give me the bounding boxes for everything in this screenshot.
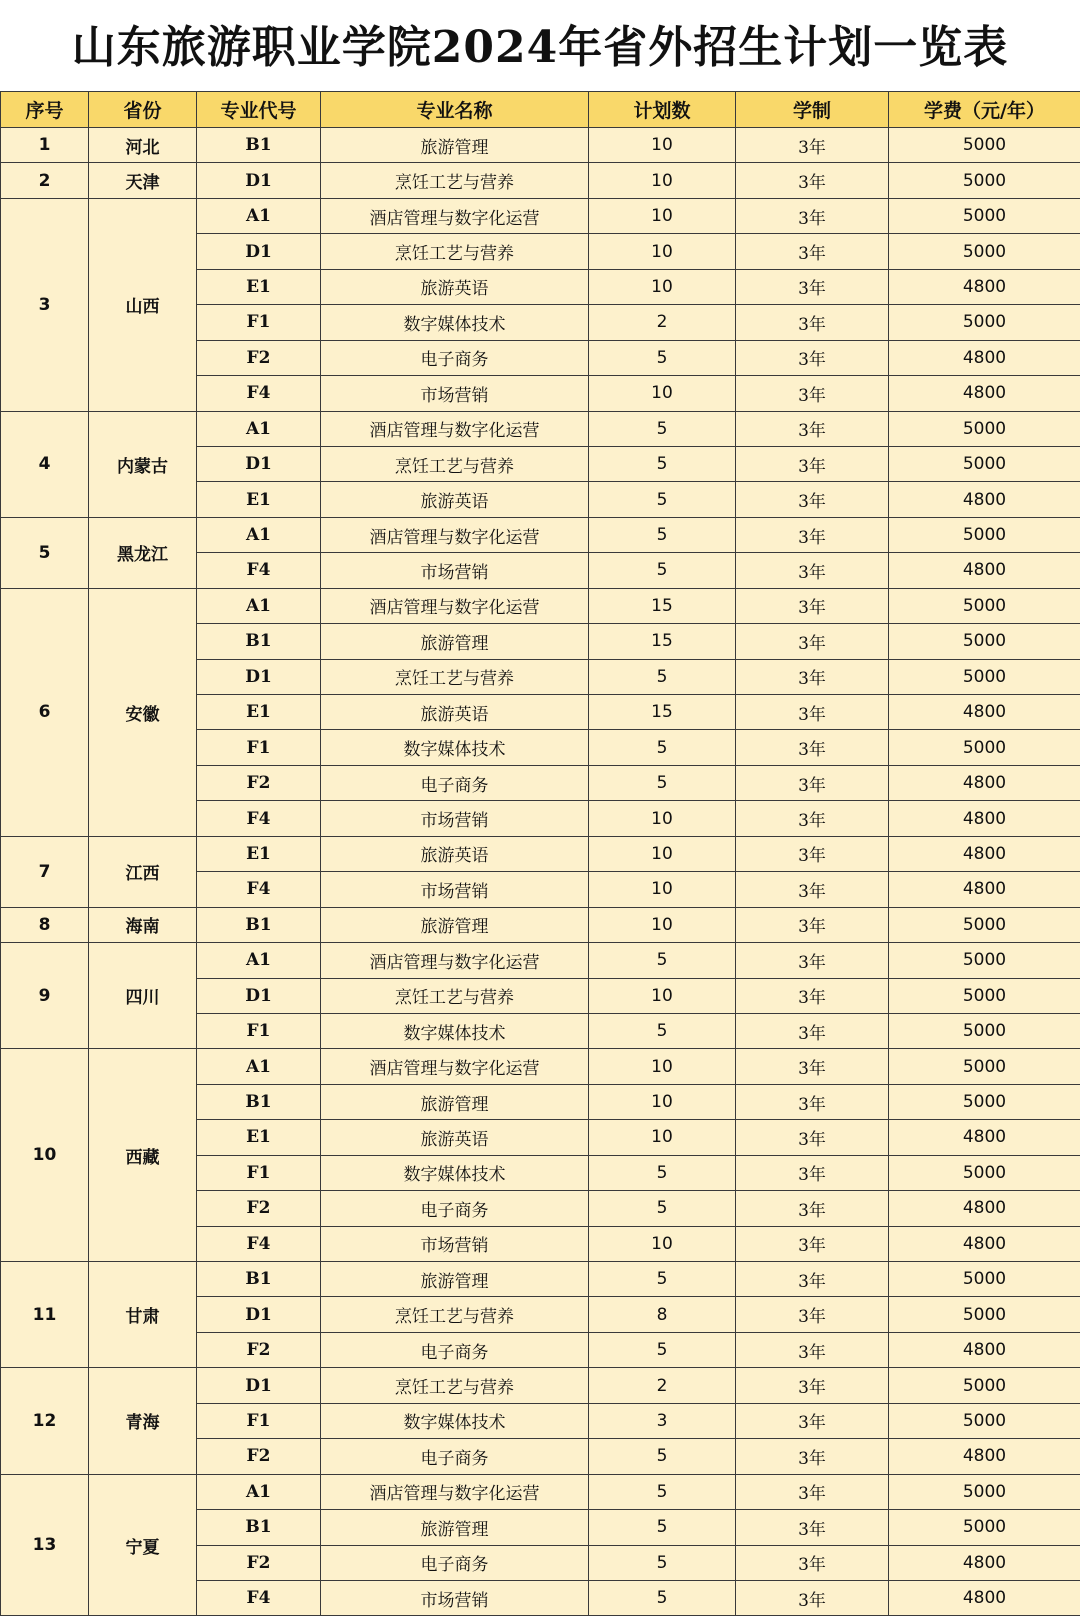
plan-count-cell: 5 bbox=[589, 1013, 736, 1048]
major-code-cell: B1 bbox=[197, 1084, 321, 1119]
seq-cell: 12 bbox=[1, 1368, 89, 1474]
plan-count-cell: 10 bbox=[589, 1120, 736, 1155]
duration-cell: 3年 bbox=[736, 340, 889, 375]
table-row bbox=[1, 198, 1080, 233]
major-name-cell: 旅游英语 bbox=[321, 1120, 589, 1155]
major-code-cell: F1 bbox=[197, 305, 321, 340]
major-code-cell: F2 bbox=[197, 765, 321, 800]
major-name-cell: 烹饪工艺与营养 bbox=[321, 1297, 589, 1332]
plan-count-cell: 10 bbox=[589, 1084, 736, 1119]
major-name-cell: 市场营销 bbox=[321, 553, 589, 588]
table-row bbox=[1, 517, 1080, 552]
plan-count-cell: 5 bbox=[589, 659, 736, 694]
major-code-cell: A1 bbox=[197, 943, 321, 978]
seq-cell: 4 bbox=[1, 411, 89, 517]
tuition-cell: 4800 bbox=[889, 1226, 1080, 1261]
major-name-cell: 烹饪工艺与营养 bbox=[321, 978, 589, 1013]
duration-cell: 3年 bbox=[736, 128, 889, 163]
major-code-cell: F4 bbox=[197, 1580, 321, 1615]
major-code-cell: B1 bbox=[197, 624, 321, 659]
major-code-cell: B1 bbox=[197, 128, 321, 163]
province-cell: 内蒙古 bbox=[89, 411, 197, 517]
province-cell: 四川 bbox=[89, 943, 197, 1049]
major-name-cell: 电子商务 bbox=[321, 1545, 589, 1580]
major-code-cell: F4 bbox=[197, 872, 321, 907]
major-name-cell: 旅游英语 bbox=[321, 836, 589, 871]
tuition-cell: 4800 bbox=[889, 1580, 1080, 1615]
major-name-cell: 市场营销 bbox=[321, 1580, 589, 1615]
major-code-cell: E1 bbox=[197, 695, 321, 730]
table-row bbox=[1, 1049, 1080, 1084]
duration-cell: 3年 bbox=[736, 1474, 889, 1509]
seq-cell: 7 bbox=[1, 836, 89, 907]
major-name-cell: 电子商务 bbox=[321, 340, 589, 375]
major-code-cell: A1 bbox=[197, 198, 321, 233]
table-header-row bbox=[1, 92, 1080, 128]
duration-cell: 3年 bbox=[736, 553, 889, 588]
major-name-cell: 旅游英语 bbox=[321, 482, 589, 517]
province-cell: 青海 bbox=[89, 1368, 197, 1474]
major-name-cell: 旅游英语 bbox=[321, 269, 589, 304]
major-name-cell: 酒店管理与数字化运营 bbox=[321, 943, 589, 978]
province-cell: 安徽 bbox=[89, 588, 197, 836]
seq-cell: 1 bbox=[1, 128, 89, 163]
tuition-cell: 4800 bbox=[889, 1332, 1080, 1367]
province-cell: 甘肃 bbox=[89, 1262, 197, 1368]
table-row bbox=[1, 907, 1080, 942]
plan-count-cell: 5 bbox=[589, 340, 736, 375]
duration-cell: 3年 bbox=[736, 801, 889, 836]
duration-cell: 3年 bbox=[736, 482, 889, 517]
major-code-cell: F1 bbox=[197, 730, 321, 765]
plan-count-cell: 10 bbox=[589, 1049, 736, 1084]
tuition-cell: 5000 bbox=[889, 446, 1080, 481]
table-row bbox=[1, 588, 1080, 623]
duration-cell: 3年 bbox=[736, 765, 889, 800]
duration-cell: 3年 bbox=[736, 376, 889, 411]
major-name-cell: 市场营销 bbox=[321, 376, 589, 411]
province-cell: 海南 bbox=[89, 907, 197, 942]
page-title: 山东旅游职业学院2024年省外招生计划一览表 bbox=[0, 18, 1080, 78]
tuition-cell: 4800 bbox=[889, 553, 1080, 588]
duration-cell: 3年 bbox=[736, 695, 889, 730]
plan-count-cell: 8 bbox=[589, 1297, 736, 1332]
tuition-cell: 4800 bbox=[889, 836, 1080, 871]
plan-count-cell: 15 bbox=[589, 588, 736, 623]
seq-cell: 6 bbox=[1, 588, 89, 836]
major-name-cell: 市场营销 bbox=[321, 872, 589, 907]
tuition-cell: 5000 bbox=[889, 1510, 1080, 1545]
major-code-cell: E1 bbox=[197, 482, 321, 517]
major-code-cell: A1 bbox=[197, 1474, 321, 1509]
tuition-cell: 5000 bbox=[889, 411, 1080, 446]
tuition-cell: 5000 bbox=[889, 588, 1080, 623]
tuition-cell: 5000 bbox=[889, 978, 1080, 1013]
tuition-cell: 5000 bbox=[889, 1013, 1080, 1048]
table-row bbox=[1, 128, 1080, 163]
major-name-cell: 烹饪工艺与营养 bbox=[321, 1368, 589, 1403]
tuition-cell: 4800 bbox=[889, 1120, 1080, 1155]
plan-count-cell: 5 bbox=[589, 1332, 736, 1367]
table-row bbox=[1, 1368, 1080, 1403]
duration-cell: 3年 bbox=[736, 730, 889, 765]
tuition-cell: 4800 bbox=[889, 695, 1080, 730]
tuition-cell: 4800 bbox=[889, 1545, 1080, 1580]
tuition-cell: 5000 bbox=[889, 1368, 1080, 1403]
tuition-cell: 4800 bbox=[889, 269, 1080, 304]
major-code-cell: F4 bbox=[197, 553, 321, 588]
province-cell: 天津 bbox=[89, 163, 197, 198]
plan-count-cell: 5 bbox=[589, 1439, 736, 1474]
major-name-cell: 数字媒体技术 bbox=[321, 305, 589, 340]
plan-count-cell: 5 bbox=[589, 411, 736, 446]
duration-cell: 3年 bbox=[736, 1120, 889, 1155]
tuition-cell: 5000 bbox=[889, 659, 1080, 694]
major-name-cell: 烹饪工艺与营养 bbox=[321, 163, 589, 198]
tuition-cell: 4800 bbox=[889, 872, 1080, 907]
major-code-cell: E1 bbox=[197, 836, 321, 871]
plan-count-cell: 10 bbox=[589, 234, 736, 269]
tuition-cell: 5000 bbox=[889, 517, 1080, 552]
major-name-cell: 烹饪工艺与营养 bbox=[321, 446, 589, 481]
duration-cell: 3年 bbox=[736, 1332, 889, 1367]
major-name-cell: 旅游管理 bbox=[321, 624, 589, 659]
major-code-cell: D1 bbox=[197, 1297, 321, 1332]
major-code-cell: A1 bbox=[197, 1049, 321, 1084]
seq-cell: 9 bbox=[1, 943, 89, 1049]
plan-count-cell: 10 bbox=[589, 801, 736, 836]
major-code-cell: F4 bbox=[197, 801, 321, 836]
major-code-cell: F1 bbox=[197, 1155, 321, 1190]
duration-cell: 3年 bbox=[736, 305, 889, 340]
tuition-cell: 5000 bbox=[889, 1049, 1080, 1084]
duration-cell: 3年 bbox=[736, 659, 889, 694]
duration-cell: 3年 bbox=[736, 1191, 889, 1226]
duration-cell: 3年 bbox=[736, 269, 889, 304]
seq-cell: 13 bbox=[1, 1474, 89, 1616]
tuition-cell: 5000 bbox=[889, 1474, 1080, 1509]
col-header-tuition: 学费（元/年） bbox=[889, 92, 1080, 128]
plan-count-cell: 10 bbox=[589, 128, 736, 163]
major-code-cell: A1 bbox=[197, 411, 321, 446]
major-code-cell: D1 bbox=[197, 978, 321, 1013]
duration-cell: 3年 bbox=[736, 907, 889, 942]
seq-cell: 8 bbox=[1, 907, 89, 942]
plan-count-cell: 5 bbox=[589, 730, 736, 765]
major-name-cell: 酒店管理与数字化运营 bbox=[321, 411, 589, 446]
major-code-cell: A1 bbox=[197, 517, 321, 552]
duration-cell: 3年 bbox=[736, 1580, 889, 1615]
tuition-cell: 4800 bbox=[889, 1439, 1080, 1474]
tuition-cell: 5000 bbox=[889, 234, 1080, 269]
enrollment-plan-table bbox=[0, 91, 1080, 1616]
major-code-cell: F2 bbox=[197, 1332, 321, 1367]
major-code-cell: B1 bbox=[197, 1510, 321, 1545]
plan-count-cell: 5 bbox=[589, 765, 736, 800]
duration-cell: 3年 bbox=[736, 198, 889, 233]
tuition-cell: 5000 bbox=[889, 730, 1080, 765]
duration-cell: 3年 bbox=[736, 411, 889, 446]
duration-cell: 3年 bbox=[736, 872, 889, 907]
duration-cell: 3年 bbox=[736, 943, 889, 978]
tuition-cell: 5000 bbox=[889, 1084, 1080, 1119]
duration-cell: 3年 bbox=[736, 1297, 889, 1332]
major-name-cell: 酒店管理与数字化运营 bbox=[321, 517, 589, 552]
plan-count-cell: 10 bbox=[589, 907, 736, 942]
major-code-cell: D1 bbox=[197, 1368, 321, 1403]
major-name-cell: 电子商务 bbox=[321, 1332, 589, 1367]
col-header-duration: 学制 bbox=[736, 92, 889, 128]
duration-cell: 3年 bbox=[736, 978, 889, 1013]
table-row bbox=[1, 943, 1080, 978]
plan-count-cell: 3 bbox=[589, 1403, 736, 1438]
tuition-cell: 4800 bbox=[889, 376, 1080, 411]
seq-cell: 3 bbox=[1, 198, 89, 411]
duration-cell: 3年 bbox=[736, 234, 889, 269]
duration-cell: 3年 bbox=[736, 1226, 889, 1261]
plan-count-cell: 2 bbox=[589, 1368, 736, 1403]
plan-count-cell: 2 bbox=[589, 305, 736, 340]
major-code-cell: B1 bbox=[197, 907, 321, 942]
major-code-cell: E1 bbox=[197, 269, 321, 304]
major-name-cell: 旅游管理 bbox=[321, 128, 589, 163]
duration-cell: 3年 bbox=[736, 588, 889, 623]
major-code-cell: F2 bbox=[197, 1439, 321, 1474]
plan-count-cell: 5 bbox=[589, 1474, 736, 1509]
table-row bbox=[1, 836, 1080, 871]
plan-count-cell: 15 bbox=[589, 624, 736, 659]
major-name-cell: 旅游管理 bbox=[321, 1510, 589, 1545]
major-name-cell: 酒店管理与数字化运营 bbox=[321, 588, 589, 623]
plan-count-cell: 10 bbox=[589, 872, 736, 907]
tuition-cell: 5000 bbox=[889, 1297, 1080, 1332]
plan-count-cell: 5 bbox=[589, 1262, 736, 1297]
major-name-cell: 电子商务 bbox=[321, 1439, 589, 1474]
major-name-cell: 酒店管理与数字化运营 bbox=[321, 198, 589, 233]
col-header-province: 省份 bbox=[89, 92, 197, 128]
plan-count-cell: 5 bbox=[589, 1191, 736, 1226]
major-code-cell: F2 bbox=[197, 340, 321, 375]
plan-count-cell: 5 bbox=[589, 943, 736, 978]
major-name-cell: 酒店管理与数字化运营 bbox=[321, 1049, 589, 1084]
duration-cell: 3年 bbox=[736, 624, 889, 659]
plan-count-cell: 10 bbox=[589, 1226, 736, 1261]
major-name-cell: 市场营销 bbox=[321, 801, 589, 836]
major-name-cell: 烹饪工艺与营养 bbox=[321, 234, 589, 269]
plan-count-cell: 5 bbox=[589, 517, 736, 552]
plan-count-cell: 5 bbox=[589, 1155, 736, 1190]
duration-cell: 3年 bbox=[736, 1545, 889, 1580]
table-row bbox=[1, 1262, 1080, 1297]
tuition-cell: 5000 bbox=[889, 1403, 1080, 1438]
plan-count-cell: 10 bbox=[589, 198, 736, 233]
tuition-cell: 5000 bbox=[889, 1155, 1080, 1190]
major-code-cell: B1 bbox=[197, 1262, 321, 1297]
major-code-cell: F2 bbox=[197, 1191, 321, 1226]
major-code-cell: F1 bbox=[197, 1013, 321, 1048]
plan-count-cell: 15 bbox=[589, 695, 736, 730]
duration-cell: 3年 bbox=[736, 1403, 889, 1438]
duration-cell: 3年 bbox=[736, 446, 889, 481]
province-cell: 江西 bbox=[89, 836, 197, 907]
tuition-cell: 5000 bbox=[889, 305, 1080, 340]
tuition-cell: 5000 bbox=[889, 163, 1080, 198]
major-name-cell: 酒店管理与数字化运营 bbox=[321, 1474, 589, 1509]
duration-cell: 3年 bbox=[736, 1084, 889, 1119]
major-name-cell: 数字媒体技术 bbox=[321, 730, 589, 765]
duration-cell: 3年 bbox=[736, 1262, 889, 1297]
plan-count-cell: 5 bbox=[589, 1580, 736, 1615]
province-cell: 山西 bbox=[89, 198, 197, 411]
major-code-cell: D1 bbox=[197, 163, 321, 198]
tuition-cell: 5000 bbox=[889, 907, 1080, 942]
duration-cell: 3年 bbox=[736, 1155, 889, 1190]
plan-count-cell: 5 bbox=[589, 1510, 736, 1545]
plan-count-cell: 5 bbox=[589, 1545, 736, 1580]
col-header-major-name: 专业名称 bbox=[321, 92, 589, 128]
major-name-cell: 数字媒体技术 bbox=[321, 1013, 589, 1048]
tuition-cell: 5000 bbox=[889, 943, 1080, 978]
plan-count-cell: 10 bbox=[589, 269, 736, 304]
province-cell: 宁夏 bbox=[89, 1474, 197, 1616]
col-header-seq: 序号 bbox=[1, 92, 89, 128]
tuition-cell: 5000 bbox=[889, 128, 1080, 163]
seq-cell: 10 bbox=[1, 1049, 89, 1262]
major-code-cell: A1 bbox=[197, 588, 321, 623]
table-row bbox=[1, 411, 1080, 446]
major-name-cell: 市场营销 bbox=[321, 1226, 589, 1261]
plan-count-cell: 10 bbox=[589, 376, 736, 411]
tuition-cell: 4800 bbox=[889, 1191, 1080, 1226]
table-row bbox=[1, 1474, 1080, 1509]
tuition-cell: 5000 bbox=[889, 198, 1080, 233]
seq-cell: 2 bbox=[1, 163, 89, 198]
plan-count-cell: 10 bbox=[589, 163, 736, 198]
seq-cell: 11 bbox=[1, 1262, 89, 1368]
plan-count-cell: 10 bbox=[589, 836, 736, 871]
plan-count-cell: 5 bbox=[589, 446, 736, 481]
duration-cell: 3年 bbox=[736, 1368, 889, 1403]
major-name-cell: 数字媒体技术 bbox=[321, 1403, 589, 1438]
plan-count-cell: 10 bbox=[589, 978, 736, 1013]
col-header-major-code: 专业代号 bbox=[197, 92, 321, 128]
tuition-cell: 5000 bbox=[889, 1262, 1080, 1297]
duration-cell: 3年 bbox=[736, 836, 889, 871]
major-code-cell: D1 bbox=[197, 234, 321, 269]
province-cell: 黑龙江 bbox=[89, 517, 197, 588]
col-header-plan-count: 计划数 bbox=[589, 92, 736, 128]
duration-cell: 3年 bbox=[736, 163, 889, 198]
major-code-cell: E1 bbox=[197, 1120, 321, 1155]
major-name-cell: 电子商务 bbox=[321, 1191, 589, 1226]
major-code-cell: D1 bbox=[197, 659, 321, 694]
duration-cell: 3年 bbox=[736, 1049, 889, 1084]
table-body bbox=[1, 128, 1080, 1616]
duration-cell: 3年 bbox=[736, 1013, 889, 1048]
major-name-cell: 旅游英语 bbox=[321, 695, 589, 730]
seq-cell: 5 bbox=[1, 517, 89, 588]
tuition-cell: 4800 bbox=[889, 340, 1080, 375]
major-name-cell: 烹饪工艺与营养 bbox=[321, 659, 589, 694]
province-cell: 河北 bbox=[89, 128, 197, 163]
province-cell: 西藏 bbox=[89, 1049, 197, 1262]
tuition-cell: 5000 bbox=[889, 624, 1080, 659]
duration-cell: 3年 bbox=[736, 517, 889, 552]
tuition-cell: 4800 bbox=[889, 765, 1080, 800]
plan-count-cell: 5 bbox=[589, 482, 736, 517]
major-name-cell: 数字媒体技术 bbox=[321, 1155, 589, 1190]
major-code-cell: F4 bbox=[197, 376, 321, 411]
major-code-cell: F1 bbox=[197, 1403, 321, 1438]
plan-count-cell: 5 bbox=[589, 553, 736, 588]
duration-cell: 3年 bbox=[736, 1510, 889, 1545]
tuition-cell: 4800 bbox=[889, 801, 1080, 836]
table-row bbox=[1, 163, 1080, 198]
major-code-cell: F4 bbox=[197, 1226, 321, 1261]
major-name-cell: 旅游管理 bbox=[321, 1084, 589, 1119]
duration-cell: 3年 bbox=[736, 1439, 889, 1474]
major-name-cell: 旅游管理 bbox=[321, 1262, 589, 1297]
major-name-cell: 旅游管理 bbox=[321, 907, 589, 942]
major-name-cell: 电子商务 bbox=[321, 765, 589, 800]
tuition-cell: 4800 bbox=[889, 482, 1080, 517]
major-code-cell: F2 bbox=[197, 1545, 321, 1580]
major-code-cell: D1 bbox=[197, 446, 321, 481]
